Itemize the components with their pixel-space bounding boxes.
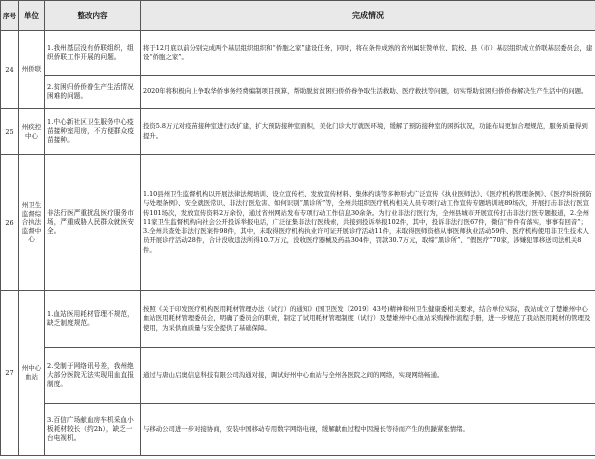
table-row [1, 348, 595, 404]
table-row [1, 31, 595, 76]
row-done: 与移动公司进一步对接协商，安装中国移动专用数字网络电视，缓解献血过程中因漫长等待而产生的焦躁紧张情绪。 [141, 404, 595, 456]
row-number: 24 [1, 31, 19, 109]
row-done: 按照《关于印发医疗机构医用耗材管理办法（试行）的通知》(国卫医发〔2019〕43号)精神和州卫生健康委相关要求，结合单位实际，我站成立了楚雄州中心血站医用耗材管理委员会，明确了委员会的职责，制定了试用耗材管理制度（试行）及楚雄州中心血站采购操作流程手册，进一步规范了我站医用耗材的管理及使用，为采供血质量与安全提供了基础保障。 [141, 291, 595, 348]
row-done: 将于12月底以前分别完成两个基层组织组织和“侨胞之家”建设任务，同时，将在条件成熟的省州属驻赞单位、院校、县（市）基层组织成立侨联基层委员会，建设“侨胞之家”。 [141, 31, 595, 76]
row-issue: 2.贫困归侨侨眷生产生活情况困难的问题。 [45, 76, 141, 109]
row-issue: 1.中心新社区卫生服务中心疫苗接种室用房，不方便群众疫苗接种。 [45, 109, 141, 155]
row-issue: 2.受制于网络讯号差，我州绝大部分医院无法实现用血直报制度。 [45, 348, 141, 404]
row-done: 通过与唐山启奥信息科技有限公司沟通对接，调试好州中心血站与全州各医院之间的网络，实现网络畅通。 [141, 348, 595, 404]
header-no: 序号 [1, 1, 19, 31]
row-issue: 3.百信广场献血房车机采血小板耗材较长（约2h），缺乏一台电视机。 [45, 404, 141, 456]
row-issue: 1.血站医用耗材管理不规范，缺乏制度规范。 [45, 291, 141, 348]
row-issue: 非法行医严重扰乱医疗服务市场，严重威胁人民群众就医安全。 [45, 155, 141, 291]
header-issue: 整改内容 [45, 1, 141, 31]
table-header-row [1, 1, 595, 31]
row-number: 26 [1, 155, 19, 291]
row-unit: 州侨联 [19, 31, 45, 109]
table-row [1, 76, 595, 109]
table-row [1, 155, 595, 291]
row-done: 2020年将积极向上争取华侨事务经费编制项目预算，帮助脱贫贫困归侨侨眷争取生活救助、医疗救扶等问题，切实帮助贫困归侨侨眷解决生产生活中的问题。 [141, 76, 595, 109]
row-number: 27 [1, 291, 19, 456]
table-row [1, 109, 595, 155]
row-unit: 州疾控中心 [19, 109, 45, 155]
header-unit: 单位 [19, 1, 45, 31]
table-row [1, 291, 595, 348]
table-row [1, 404, 595, 456]
row-unit: 州中心血站 [19, 291, 45, 456]
row-done: 1.10县州卫生监督机构以开展法律法规培训、设立宣传栏、发放宣传材料、集体约谈等多种形式广泛宣传《执业医师法》、《医疗机构管理条例》、《医疗纠纷预防与处理条例》、安全就医常识、非法行医危害、如何识别“黑诊所”等，全州共组织医疗机构相关人员专项行动工作宣传专题培训班89场次，开展打击非法行医宣传101场次，发放宣传资料2万余份，通过省州网站发布专项行动工作信息30余条。为行业非法行医行为，全州县城市开展宣传打击非法行医专题报道，2.全州11家卫生监督机构向社会公开投诉举报电话，广泛征集非法行医线索，共接到投诉举报102件，其中，投诉非法行医67件，微信“件件有落实，事事有回音”；3.全州共查处非法行医案件98件，其中，未取得医疗机构执业许可证开展诊疗活动11件，未取得医师资格从事医师执业活动59件、医疗机构使用非卫生技术人员开展诊疗活动28件，合计没收违法所得10.7万元，没收医疗器械及药品304件，罚款30.7万元，取缔“黑诊所”、“假医疗”70家，涉嫌犯罪移送司法机关8件。 [141, 155, 595, 291]
row-done: 投资5.8万元对疫苗接种室进行改扩建，扩大预防接种室面积，美化门诊大厅就医环境，缓解了预防接种室的困拆状况，功能布局更加合理规范，服务质量得到提升。 [141, 109, 595, 155]
header-done: 完成情况 [141, 1, 595, 31]
row-number: 25 [1, 109, 19, 155]
row-issue: 1.我州基层没有侨联组织，组织侨联工作开展的问题。 [45, 31, 141, 76]
row-unit: 州卫生监督综合执法监督中心 [19, 155, 45, 291]
